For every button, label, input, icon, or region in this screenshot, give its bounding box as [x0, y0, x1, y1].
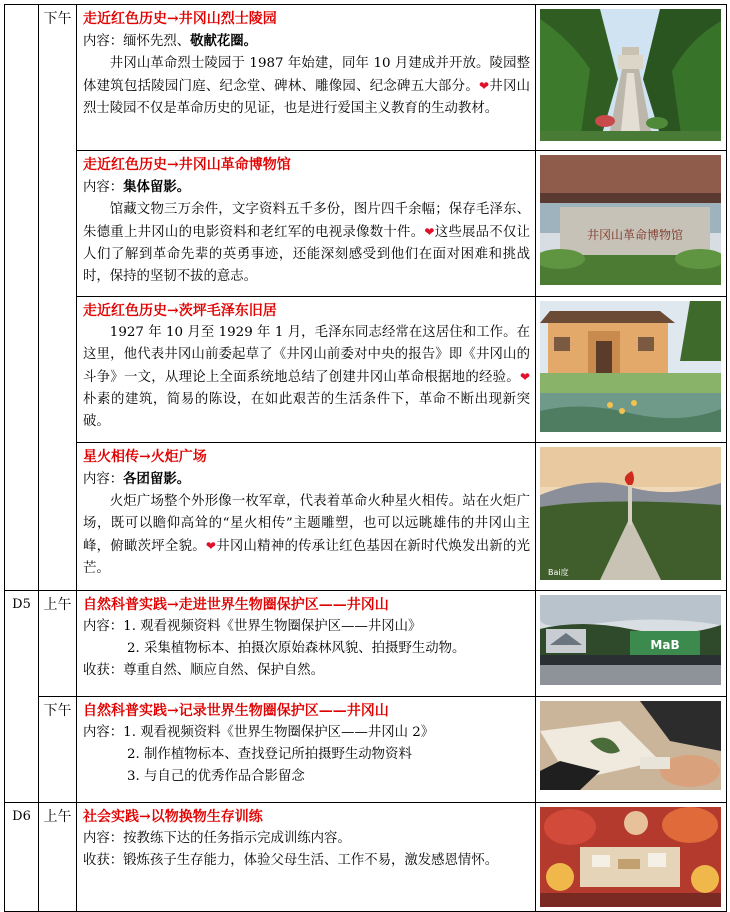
table-row [5, 443, 727, 591]
activity-title: 走近红色历史→茨坪毛泽东旧居 [83, 303, 277, 319]
table-row [5, 591, 727, 697]
photo-cell [536, 5, 727, 151]
heart-icon: ❤ [519, 370, 530, 384]
photo-cell [536, 803, 727, 912]
table-row [5, 697, 727, 803]
activity-gain: 收获：尊重自然、顺应自然、保护自然。 [83, 663, 325, 678]
activity-cell [77, 297, 536, 443]
photo-cell [536, 151, 727, 297]
activity-title: 自然科普实践→记录世界生物圈保护区——井冈山 [83, 703, 389, 719]
mab-logo-text: MaB [650, 638, 680, 652]
activity-cell [77, 5, 536, 151]
activity-title: 社会实践→以物换物生存训练 [83, 809, 263, 825]
activity-content: 内容：各团留影。 [83, 471, 191, 487]
activity-content: 内容：1. 观看视频资料《世界生物圈保护区——井冈山 2》 [83, 725, 435, 740]
activity-title: 走近红色历史→井冈山革命博物馆 [83, 157, 291, 173]
activity-item: 2. 采集植物标本、拍摄次原始森林风貌、拍摄野生动物。 [127, 641, 466, 656]
specimen-making-photo [540, 701, 721, 790]
photo-cell [536, 591, 727, 697]
biosphere-reserve-photo [540, 595, 721, 685]
activity-content: 内容：1. 观看视频资料《世界生物圈保护区——井冈山》 [83, 619, 422, 634]
activity-description: 火炬广场整个外形像一枚军章，代表着革命火种星火相传。站在火炬广场，既可以瞻仰高耸的“星火相传”主题雕塑，也可以远眺雄伟的井冈山主峰，俯瞰茨坪全貌。❤井冈山精神的传承让红色基因在新时代焕发出新的光芒。 [83, 494, 531, 576]
heart-icon: ❤ [424, 225, 435, 239]
activity-item: 2. 制作植物标本、查找登记所拍摄野生动物资料 [127, 747, 412, 762]
photo-cell [536, 443, 727, 591]
slot-cell: 下午 [39, 5, 77, 591]
activity-content: 内容：集体留影。 [83, 179, 191, 195]
activity-title: 走近红色历史→井冈山烈士陵园 [83, 11, 277, 27]
activity-cell [77, 443, 536, 591]
day-cell [5, 5, 39, 591]
activity-cell [77, 697, 536, 803]
table-row [5, 803, 727, 912]
activity-content: 内容：按教练下达的任务指示完成训练内容。 [83, 831, 351, 846]
activity-cell [77, 803, 536, 912]
museum-sign-text: 井冈山革命博物馆 [586, 228, 684, 242]
activity-title: 自然科普实践→走进世界生物圈保护区——井冈山 [83, 597, 389, 613]
heart-icon: ❤ [478, 79, 490, 93]
photo-watermark: Bai度 [548, 568, 569, 577]
itinerary-table [4, 4, 727, 912]
activity-title: 星火相传→火炬广场 [83, 449, 207, 465]
day-cell: D5 [5, 591, 39, 803]
activity-content: 内容：缅怀先烈、敬献花圈。 [83, 33, 258, 49]
table-row [5, 151, 727, 297]
activity-item: 3. 与自己的优秀作品合影留念 [127, 769, 305, 784]
activity-description: 1927 年 10 月至 1929 年 1 月，毛泽东同志经常在这居住和工作。在这里，他代表井冈山前委起草了《井冈山前委对中央的报告》即《井冈山的斗争》一文，从理论上全面系统地总结了创建井冈山革命根据地的经验。❤朴素的建筑，简易的陈设，在如此艰苦的生活条件下，革命不断出现新突破。 [83, 325, 530, 429]
former-residence-photo [540, 301, 721, 432]
barter-training-photo [540, 807, 721, 907]
slot-cell: 上午 [39, 591, 77, 697]
slot-cell: 上午 [39, 803, 77, 912]
day-cell: D6 [5, 803, 39, 912]
activity-description: 井冈山革命烈士陵园于 1987 年始建，同年 10 月建成并开放。陵园整体建筑包括陵园门庭、纪念堂、碑林、雕像园、纪念碑五大部分。❤井冈山烈士陵园不仅是革命历史的见证，也是进行爱国主义教育的生动教材。 [83, 56, 531, 116]
activity-cell [77, 151, 536, 297]
heart-icon: ❤ [205, 539, 217, 553]
table-row [5, 5, 727, 151]
activity-gain: 收获：锻炼孩子生存能力，体验父母生活、工作不易，激发感恩情怀。 [83, 853, 499, 868]
slot-cell: 下午 [39, 697, 77, 803]
photo-cell [536, 697, 727, 803]
photo-cell [536, 297, 727, 443]
activity-cell [77, 591, 536, 697]
table-row [5, 297, 727, 443]
activity-description: 馆藏文物三万余件，文字资料五千多份，图片四千余幅；保存毛泽东、朱德重上井冈山的电影资料和老红军的电视录像数十件。❤这些展品不仅让人们了解到革命先辈的英勇事迹，还能深刻感受到他们在面对困难和挑战时，保持的坚韧不拔的意志。 [83, 202, 531, 284]
cemetery-photo [540, 9, 721, 141]
torch-square-photo [540, 447, 721, 580]
museum-photo [540, 155, 721, 285]
